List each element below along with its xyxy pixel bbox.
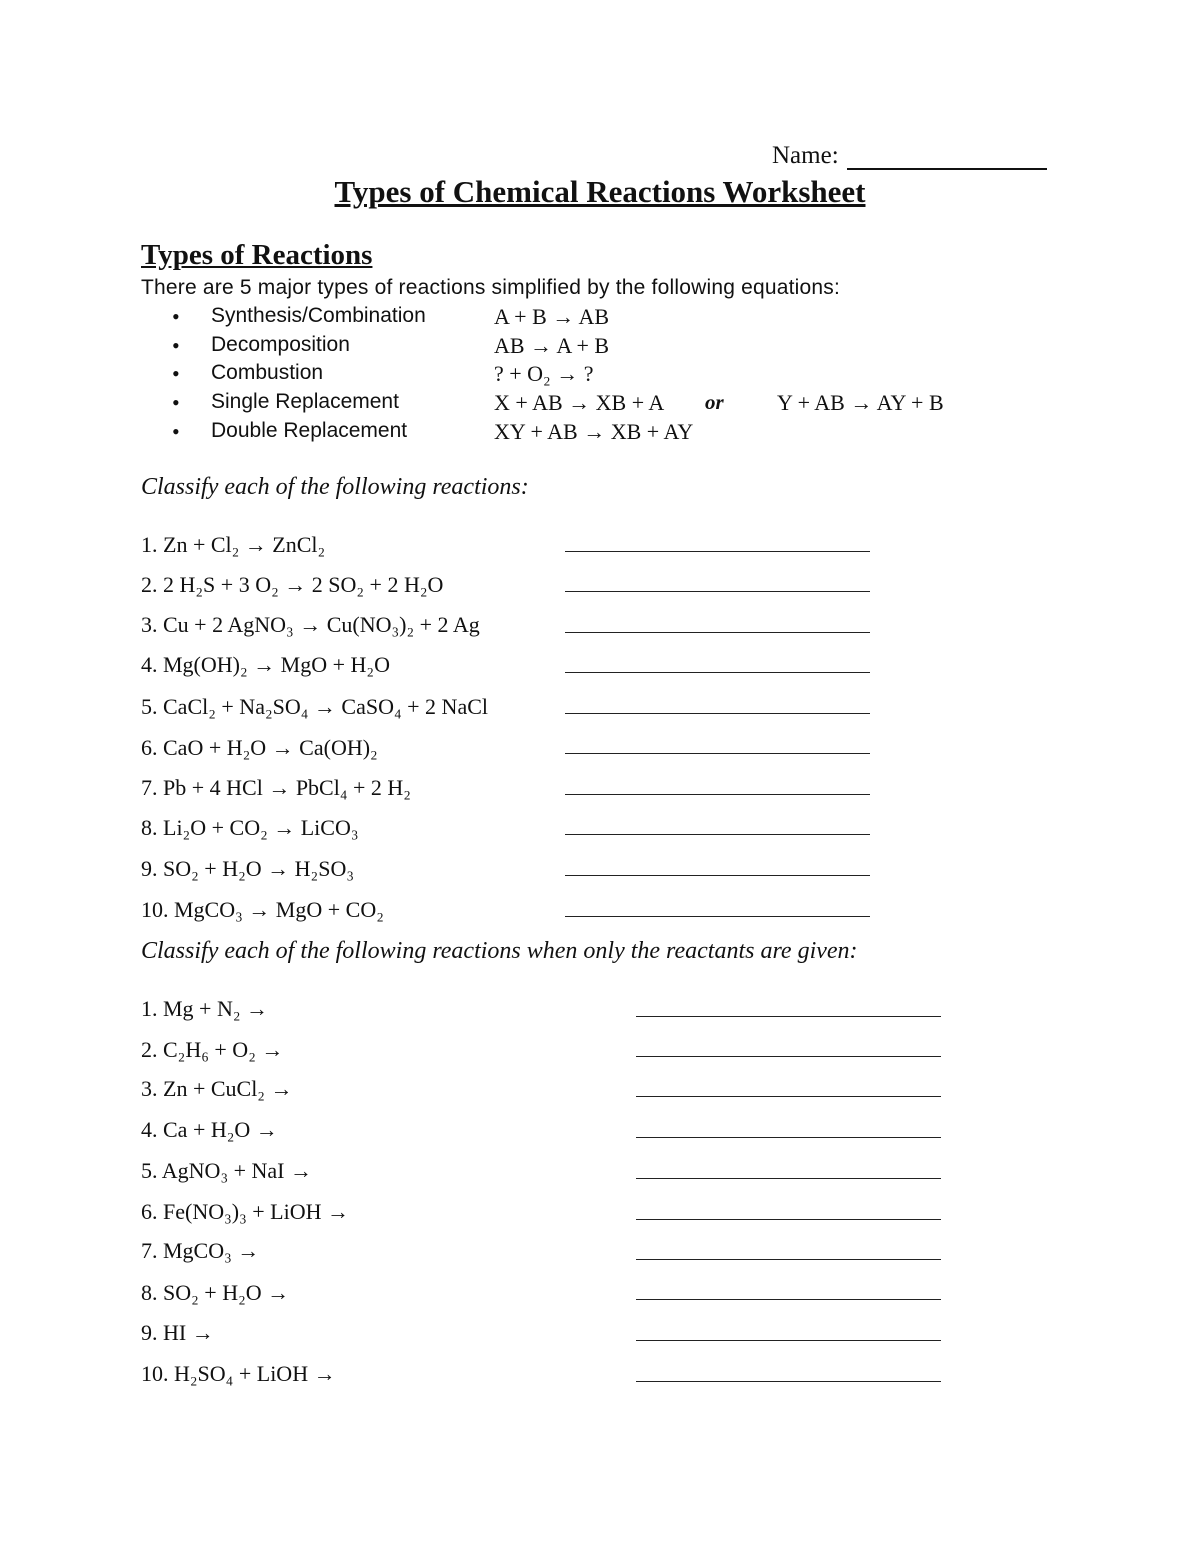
- intro-text: There are 5 major types of reactions simplified by the following equations:: [141, 276, 841, 299]
- part1-answer-blank[interactable]: [565, 591, 870, 592]
- part1-answer-blank[interactable]: [565, 551, 870, 552]
- reaction-type-equation: ? + O₂ → ?: [494, 361, 594, 386]
- part1-answer-blank[interactable]: [565, 916, 870, 917]
- part2-answer-blank[interactable]: [636, 1096, 941, 1097]
- part2-question: 6. Fe(NO₃)₃ + LiOH →: [141, 1199, 350, 1224]
- part2-question: 8. SO₂ + H₂O →: [141, 1280, 290, 1305]
- name-field: [772, 142, 1047, 170]
- reaction-type-equation: AB → A + B: [494, 333, 610, 358]
- part2-question: 3. Zn + CuCl₂ →: [141, 1076, 293, 1101]
- bullet-icon: •: [172, 390, 180, 415]
- part1-answer-blank[interactable]: [565, 794, 870, 795]
- part1-instruction: Classify each of the following reactions:: [141, 474, 529, 500]
- part1-question: 9. SO₂ + H₂O → H₂SO₃: [141, 856, 354, 881]
- part1-question: 2. 2 H₂S + 3 O₂ → 2 SO₂ + 2 H₂O: [141, 572, 444, 597]
- bullet-icon: •: [172, 333, 180, 358]
- part2-instruction: Classify each of the following reactions when only the reactants are given:: [141, 938, 858, 964]
- part2-question: 10. H₂SO₄ + LiOH →: [141, 1361, 336, 1386]
- part2-answer-blank[interactable]: [636, 1178, 941, 1179]
- part2-question: 9. HI →: [141, 1320, 214, 1345]
- reaction-type-alt-equation: Y + AB → AY + B: [777, 390, 944, 415]
- part1-question: 4. Mg(OH)₂ → MgO + H₂O: [141, 652, 390, 677]
- part2-answer-blank[interactable]: [636, 1016, 941, 1017]
- reaction-type-name: Synthesis/Combination: [211, 304, 426, 327]
- part2-answer-blank[interactable]: [636, 1381, 941, 1382]
- reaction-type-equation: X + AB → XB + A: [494, 390, 665, 415]
- part2-answer-blank[interactable]: [636, 1219, 941, 1220]
- name-blank[interactable]: [847, 142, 1047, 170]
- part1-question: 3. Cu + 2 AgNO₃ → Cu(NO₃)₂ + 2 Ag: [141, 612, 480, 637]
- part2-answer-blank[interactable]: [636, 1137, 941, 1138]
- part2-answer-blank[interactable]: [636, 1299, 941, 1300]
- reaction-type-equation: A + B → AB: [494, 304, 610, 329]
- part1-question: 7. Pb + 4 HCl → PbCl₄ + 2 H₂: [141, 775, 411, 800]
- bullet-icon: •: [172, 361, 180, 386]
- reaction-type-name: Decomposition: [211, 333, 350, 356]
- or-label: or: [705, 390, 724, 414]
- part1-answer-blank[interactable]: [565, 632, 870, 633]
- part1-answer-blank[interactable]: [565, 875, 870, 876]
- part2-question: 7. MgCO₃ →: [141, 1238, 260, 1263]
- part1-question: 1. Zn + Cl₂ → ZnCl₂: [141, 532, 326, 557]
- part1-answer-blank[interactable]: [565, 713, 870, 714]
- part1-question: 8. Li₂O + CO₂ → LiCO₃: [141, 815, 359, 840]
- page-title: Types of Chemical Reactions Worksheet: [334, 174, 866, 209]
- bullet-icon: •: [172, 304, 180, 329]
- reaction-type-name: Single Replacement: [211, 390, 399, 413]
- part2-question: 1. Mg + N₂ →: [141, 996, 269, 1021]
- section-title: Types of Reactions: [141, 239, 373, 271]
- part2-answer-blank[interactable]: [636, 1340, 941, 1341]
- part1-question: 10. MgCO₃ → MgO + CO₂: [141, 897, 384, 922]
- part2-question: 2. C₂H₆ + O₂ →: [141, 1037, 284, 1062]
- part2-question: 5. AgNO₃ + NaI →: [141, 1158, 313, 1183]
- part1-answer-blank[interactable]: [565, 753, 870, 754]
- bullet-icon: •: [172, 419, 180, 444]
- reaction-type-equation: XY + AB → XB + AY: [494, 419, 694, 444]
- part2-answer-blank[interactable]: [636, 1259, 941, 1260]
- part1-answer-blank[interactable]: [565, 672, 870, 673]
- part2-answer-blank[interactable]: [636, 1056, 941, 1057]
- reaction-type-name: Double Replacement: [211, 419, 408, 442]
- part1-question: 5. CaCl₂ + Na₂SO₄ → CaSO₄ + 2 NaCl: [141, 694, 488, 719]
- name-label: Name:: [772, 142, 839, 169]
- part2-question: 4. Ca + H₂O →: [141, 1117, 278, 1142]
- part1-question: 6. CaO + H₂O → Ca(OH)₂: [141, 735, 378, 760]
- part1-answer-blank[interactable]: [565, 834, 870, 835]
- reaction-type-name: Combustion: [211, 361, 324, 384]
